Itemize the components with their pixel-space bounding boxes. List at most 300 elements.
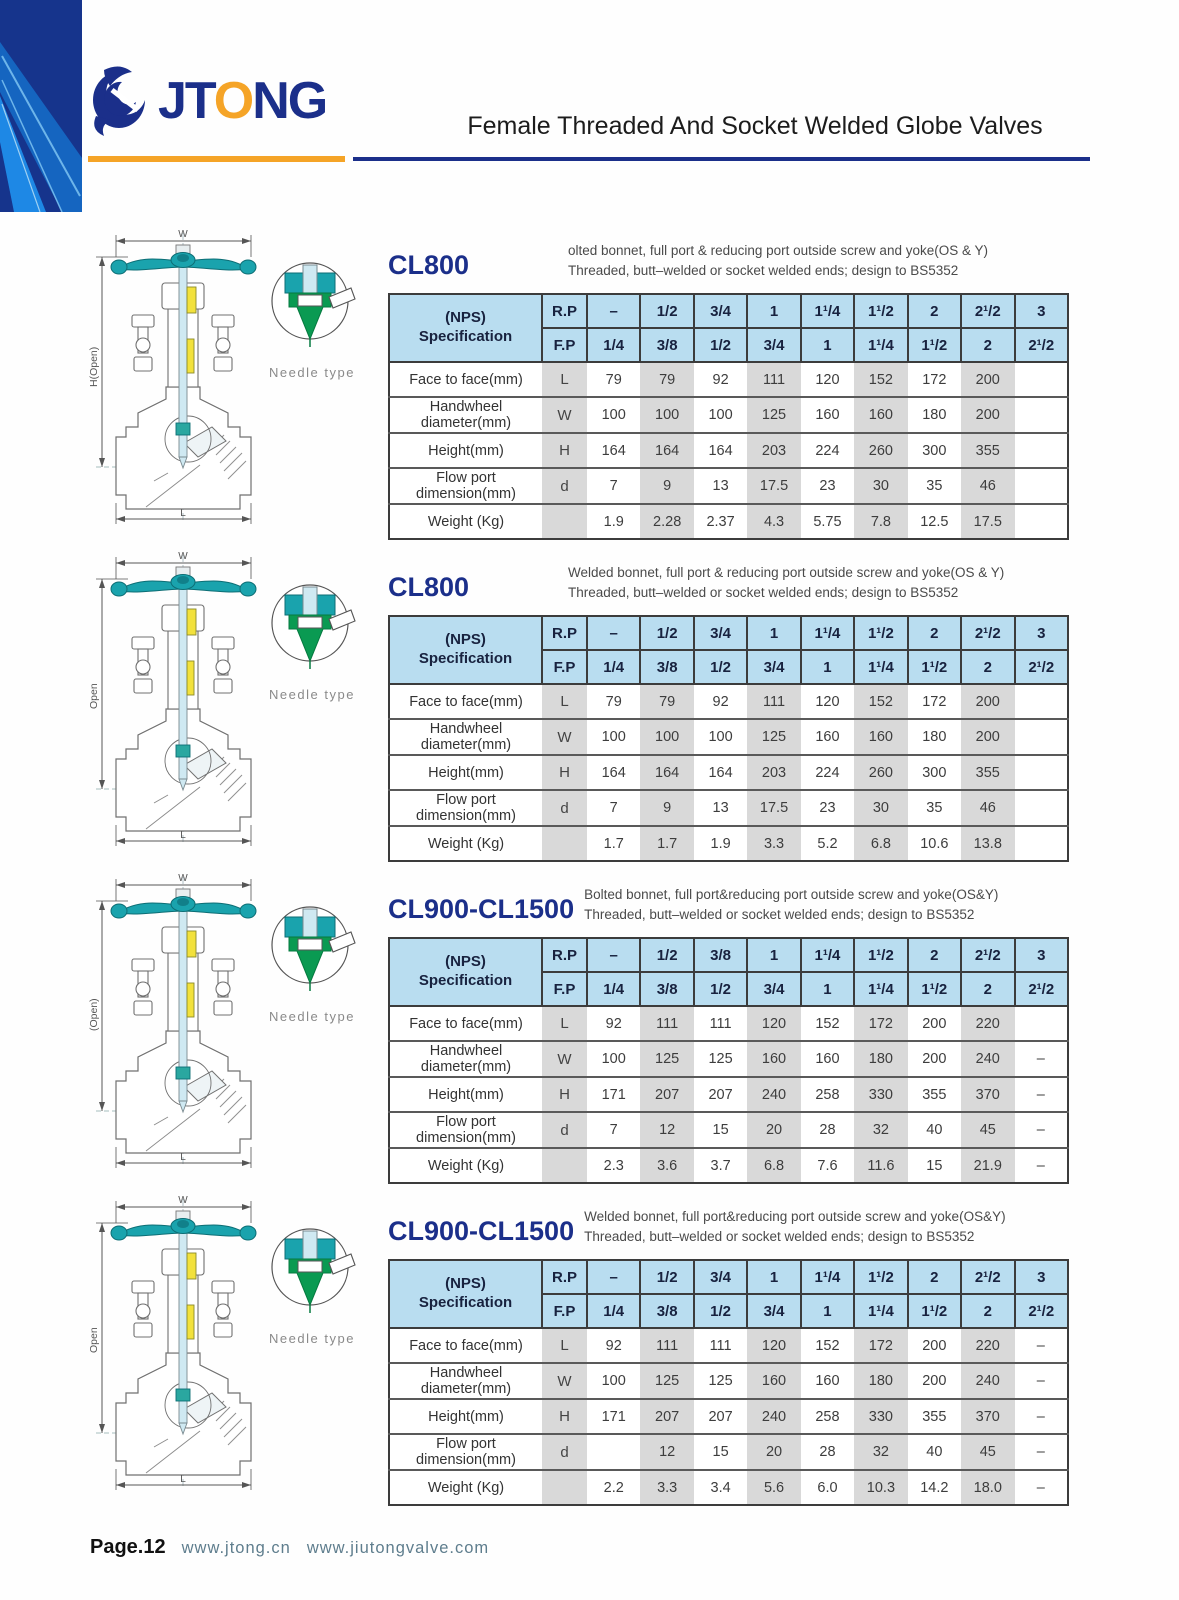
table-row — [389, 1148, 1068, 1183]
fp-size-cell: 2 — [961, 650, 1014, 684]
value-cell: 3.3 — [747, 826, 800, 861]
fp-size-cell: 3/4 — [747, 328, 800, 362]
spec-table — [388, 293, 1069, 540]
value-cell: 160 — [801, 1041, 854, 1077]
fp-size-cell: 1¹/2 — [908, 328, 961, 362]
row-label-cell: Handwheel diameter(mm) — [389, 719, 542, 755]
value-cell — [587, 1434, 640, 1470]
rp-size-cell: 1/2 — [640, 616, 693, 650]
fp-size-cell: 2 — [961, 1294, 1014, 1328]
fp-size-cell: 2¹/2 — [1015, 1294, 1069, 1328]
value-cell: 111 — [640, 1006, 693, 1041]
value-cell: 370 — [961, 1077, 1014, 1112]
fp-size-cell: 3/4 — [747, 650, 800, 684]
fp-size-cell: 2 — [961, 972, 1014, 1006]
value-cell: 17.5 — [747, 790, 800, 826]
needle-caption: Needle type — [269, 1331, 355, 1346]
value-cell: 1.7 — [587, 826, 640, 861]
model-description — [568, 237, 988, 282]
value-cell: 12.5 — [908, 504, 961, 539]
fp-label-cell: F.P — [542, 972, 587, 1006]
row-label-cell: Face to face(mm) — [389, 1328, 542, 1363]
spec-table — [388, 615, 1069, 862]
value-cell: 7.8 — [854, 504, 907, 539]
fp-size-cell: 1/4 — [587, 972, 640, 1006]
symbol-cell: W — [542, 1041, 587, 1077]
value-cell: 164 — [694, 433, 747, 468]
table-row — [389, 1470, 1068, 1505]
symbol-cell: W — [542, 397, 587, 433]
value-cell: 330 — [854, 1077, 907, 1112]
dim-w-label: W — [178, 873, 188, 884]
dim-l-label: L — [180, 1152, 186, 1163]
value-cell: 46 — [961, 790, 1014, 826]
fp-size-cell: 1 — [801, 1294, 854, 1328]
footer-url-1: www.jtong.cn — [181, 1539, 291, 1557]
value-cell: 79 — [587, 362, 640, 397]
model-description — [584, 881, 998, 926]
value-cell: 17.5 — [747, 468, 800, 504]
value-cell — [1015, 790, 1069, 826]
value-cell: 7 — [587, 1112, 640, 1148]
fp-size-cell: 1¹/4 — [854, 1294, 907, 1328]
value-cell: 28 — [801, 1434, 854, 1470]
value-cell: – — [1015, 1112, 1069, 1148]
value-cell — [1015, 826, 1069, 861]
symbol-cell — [542, 826, 587, 861]
value-cell: 79 — [640, 362, 693, 397]
symbol-cell: H — [542, 1399, 587, 1434]
corner-decoration — [0, 0, 82, 212]
value-cell: 125 — [694, 1363, 747, 1399]
value-cell: 300 — [908, 755, 961, 790]
value-cell: 370 — [961, 1399, 1014, 1434]
fp-size-cell: 1/2 — [694, 972, 747, 1006]
fp-size-cell: 1/2 — [694, 328, 747, 362]
value-cell: 355 — [908, 1077, 961, 1112]
rp-size-cell: 1¹/4 — [801, 294, 854, 328]
value-cell: 92 — [587, 1006, 640, 1041]
rp-size-cell: – — [587, 616, 640, 650]
value-cell: 160 — [801, 1363, 854, 1399]
spec-line2: Specification — [418, 972, 513, 989]
value-cell: 28 — [801, 1112, 854, 1148]
spec-line2: Specification — [418, 328, 513, 345]
table-row — [389, 468, 1068, 504]
value-cell: 160 — [854, 719, 907, 755]
value-cell: 100 — [587, 719, 640, 755]
value-cell: 240 — [747, 1077, 800, 1112]
rp-size-cell: 1/2 — [640, 1260, 693, 1294]
dim-h-label: H(Open) — [88, 346, 100, 387]
model-description — [584, 1203, 1005, 1248]
page-title: Female Threaded And Socket Welded Globe Valves — [467, 112, 1043, 140]
brand-o-letter: O — [213, 72, 253, 130]
rp-size-cell: 1 — [747, 1260, 800, 1294]
value-cell: – — [1015, 1399, 1069, 1434]
dim-h-label: (Open) — [88, 998, 100, 1031]
value-cell: 164 — [587, 433, 640, 468]
dim-w-label: W — [178, 551, 188, 562]
table-row — [389, 684, 1068, 719]
value-cell: 21.9 — [961, 1148, 1014, 1183]
row-label-cell: Height(mm) — [389, 433, 542, 468]
spec-table — [388, 1259, 1069, 1506]
value-cell: 200 — [961, 362, 1014, 397]
value-cell: – — [1015, 1041, 1069, 1077]
spec-header-cell — [389, 616, 542, 684]
blue-rule — [353, 157, 1090, 161]
table-row — [389, 433, 1068, 468]
table-row — [389, 362, 1068, 397]
value-cell: 260 — [854, 433, 907, 468]
row-label-cell: Height(mm) — [389, 1399, 542, 1434]
value-cell: 164 — [640, 433, 693, 468]
model-title: CL900-CL1500 — [388, 894, 575, 924]
value-cell: 9 — [640, 468, 693, 504]
spec-header-cell — [389, 938, 542, 1006]
rp-size-cell: 1 — [747, 294, 800, 328]
needle-detail-svg — [265, 1225, 357, 1325]
value-cell: 5.6 — [747, 1470, 800, 1505]
model-title: CL800 — [388, 572, 470, 602]
symbol-cell: L — [542, 1006, 587, 1041]
spec-line2: Specification — [418, 1294, 513, 1311]
value-cell: 35 — [908, 468, 961, 504]
value-cell: 180 — [908, 719, 961, 755]
value-cell: 355 — [961, 755, 1014, 790]
spec-line1: (NPS) — [445, 631, 486, 649]
row-label-cell: Weight (Kg) — [389, 1470, 542, 1505]
row-label-cell: Weight (Kg) — [389, 826, 542, 861]
rp-size-cell: 1/2 — [640, 294, 693, 328]
table-row — [389, 1041, 1068, 1077]
row-label-cell: Handwheel diameter(mm) — [389, 1041, 542, 1077]
value-cell: 92 — [694, 684, 747, 719]
model-title: CL800 — [388, 250, 470, 280]
rp-size-cell: 3 — [1015, 616, 1069, 650]
spec-line2: Specification — [418, 650, 513, 667]
value-cell: 23 — [801, 468, 854, 504]
dim-l-label: L — [180, 830, 186, 841]
value-cell: 152 — [854, 684, 907, 719]
rp-label-cell: R.P — [542, 938, 587, 972]
value-cell: 4.3 — [747, 504, 800, 539]
rp-label-cell: R.P — [542, 1260, 587, 1294]
fp-label-cell: F.P — [542, 328, 587, 362]
spec-header-cell — [389, 294, 542, 362]
brand-name: JTONG — [158, 72, 327, 130]
symbol-cell: W — [542, 1363, 587, 1399]
value-cell: 224 — [801, 433, 854, 468]
rp-size-cell: – — [587, 938, 640, 972]
rp-size-cell: 3 — [1015, 1260, 1069, 1294]
rp-size-cell: 1¹/2 — [854, 938, 907, 972]
value-cell: 207 — [694, 1399, 747, 1434]
value-cell: 35 — [908, 790, 961, 826]
value-cell — [1015, 397, 1069, 433]
rp-size-cell: – — [587, 1260, 640, 1294]
value-cell: 200 — [908, 1363, 961, 1399]
rp-size-cell: 1¹/4 — [801, 938, 854, 972]
rp-size-cell: 3/8 — [694, 938, 747, 972]
value-cell: 100 — [587, 1041, 640, 1077]
value-cell: 6.8 — [854, 826, 907, 861]
value-cell: 100 — [694, 397, 747, 433]
value-cell — [1015, 755, 1069, 790]
value-cell: 13 — [694, 790, 747, 826]
rp-size-cell: 1¹/2 — [854, 294, 907, 328]
fp-size-cell: 1¹/4 — [854, 972, 907, 1006]
value-cell: 100 — [640, 397, 693, 433]
spec-line1: (NPS) — [445, 309, 486, 327]
value-cell: 15 — [694, 1434, 747, 1470]
symbol-cell: H — [542, 433, 587, 468]
symbol-cell: L — [542, 1328, 587, 1363]
value-cell — [1015, 684, 1069, 719]
needle-caption: Needle type — [269, 365, 355, 380]
fp-size-cell: 2 — [961, 328, 1014, 362]
model-description-line2: Threaded, butt–welded or socket welded ends; design to BS5352 — [568, 585, 959, 601]
value-cell — [1015, 433, 1069, 468]
value-cell: 11.6 — [854, 1148, 907, 1183]
value-cell: 164 — [640, 755, 693, 790]
value-cell: 160 — [747, 1041, 800, 1077]
model-description-line2: Threaded, butt–welded or socket welded ends; design to BS5352 — [584, 907, 975, 923]
page-number: Page.12 — [90, 1536, 166, 1558]
value-cell: 100 — [640, 719, 693, 755]
valve-section — [0, 547, 1179, 869]
footer — [90, 1536, 489, 1559]
needle-detail-svg — [265, 903, 357, 1003]
table-row — [389, 1328, 1068, 1363]
value-cell: 220 — [961, 1006, 1014, 1041]
value-cell: 200 — [961, 684, 1014, 719]
value-cell: 3.3 — [640, 1470, 693, 1505]
table-row — [389, 1434, 1068, 1470]
value-cell: 152 — [801, 1328, 854, 1363]
value-cell: 2.37 — [694, 504, 747, 539]
value-cell: 6.0 — [801, 1470, 854, 1505]
fp-size-cell: 1/4 — [587, 328, 640, 362]
value-cell: 111 — [694, 1328, 747, 1363]
value-cell: 207 — [640, 1399, 693, 1434]
value-cell: 120 — [801, 362, 854, 397]
fp-size-cell: 1/2 — [694, 650, 747, 684]
value-cell: 203 — [747, 755, 800, 790]
row-label-cell: Face to face(mm) — [389, 1006, 542, 1041]
value-cell: 46 — [961, 468, 1014, 504]
value-cell: 120 — [801, 684, 854, 719]
rp-size-cell: 1¹/2 — [854, 1260, 907, 1294]
value-cell: – — [1015, 1470, 1069, 1505]
value-cell: 23 — [801, 790, 854, 826]
fp-size-cell: 3/4 — [747, 1294, 800, 1328]
symbol-cell: H — [542, 755, 587, 790]
value-cell: 200 — [961, 397, 1014, 433]
row-label-cell: Flow port dimension(mm) — [389, 1434, 542, 1470]
table-row — [389, 1077, 1068, 1112]
value-cell: 258 — [801, 1399, 854, 1434]
symbol-cell — [542, 1470, 587, 1505]
value-cell: 152 — [854, 362, 907, 397]
symbol-cell: d — [542, 1434, 587, 1470]
row-label-cell: Handwheel diameter(mm) — [389, 1363, 542, 1399]
symbol-cell — [542, 504, 587, 539]
value-cell: 20 — [747, 1434, 800, 1470]
value-cell: 172 — [854, 1328, 907, 1363]
value-cell: 79 — [640, 684, 693, 719]
value-cell — [1015, 468, 1069, 504]
rp-size-cell: 1 — [747, 616, 800, 650]
table-row — [389, 755, 1068, 790]
valve-section — [0, 1191, 1179, 1513]
value-cell: 125 — [640, 1363, 693, 1399]
value-cell: 10.3 — [854, 1470, 907, 1505]
fp-size-cell: 2¹/2 — [1015, 328, 1069, 362]
fp-size-cell: 1/4 — [587, 1294, 640, 1328]
value-cell: 172 — [908, 684, 961, 719]
value-cell: 111 — [747, 362, 800, 397]
fp-size-cell: 3/8 — [640, 972, 693, 1006]
value-cell: 207 — [694, 1077, 747, 1112]
model-description-line1: olted bonnet, full port & reducing port outside screw and yoke(OS & Y) — [568, 243, 988, 258]
value-cell: – — [1015, 1148, 1069, 1183]
value-cell: 2.28 — [640, 504, 693, 539]
value-cell: 18.0 — [961, 1470, 1014, 1505]
value-cell: 45 — [961, 1112, 1014, 1148]
value-cell: 172 — [854, 1006, 907, 1041]
value-cell: 180 — [908, 397, 961, 433]
value-cell: 15 — [694, 1112, 747, 1148]
value-cell: 100 — [694, 719, 747, 755]
sections-container — [0, 225, 1179, 1513]
rp-size-cell: 1¹/4 — [801, 1260, 854, 1294]
model-description-line1: Welded bonnet, full port & reducing port outside screw and yoke(OS & Y) — [568, 565, 1005, 580]
dim-l-label: L — [180, 508, 186, 519]
value-cell: 240 — [961, 1363, 1014, 1399]
value-cell: 100 — [587, 1363, 640, 1399]
rp-size-cell: 1¹/4 — [801, 616, 854, 650]
value-cell: 1.9 — [587, 504, 640, 539]
value-cell: 125 — [640, 1041, 693, 1077]
value-cell: 152 — [801, 1006, 854, 1041]
value-cell: 164 — [694, 755, 747, 790]
rp-label-cell: R.P — [542, 616, 587, 650]
fp-size-cell: 1 — [801, 650, 854, 684]
value-cell: 9 — [640, 790, 693, 826]
fp-size-cell: 1¹/4 — [854, 328, 907, 362]
value-cell: 200 — [908, 1328, 961, 1363]
value-cell — [1015, 719, 1069, 755]
row-label-cell: Height(mm) — [389, 1077, 542, 1112]
value-cell: 7.6 — [801, 1148, 854, 1183]
value-cell: – — [1015, 1328, 1069, 1363]
value-cell: 220 — [961, 1328, 1014, 1363]
fp-size-cell: 3/8 — [640, 650, 693, 684]
value-cell: 125 — [694, 1041, 747, 1077]
value-cell: 13 — [694, 468, 747, 504]
fp-size-cell: 1 — [801, 328, 854, 362]
value-cell: 12 — [640, 1112, 693, 1148]
spec-line1: (NPS) — [445, 1275, 486, 1293]
rp-size-cell: 2 — [908, 616, 961, 650]
value-cell: 3.4 — [694, 1470, 747, 1505]
row-label-cell: Face to face(mm) — [389, 684, 542, 719]
table-row — [389, 826, 1068, 861]
value-cell: 200 — [908, 1041, 961, 1077]
rp-size-cell: 2 — [908, 1260, 961, 1294]
footer-url-2: www.jiutongvalve.com — [306, 1539, 490, 1557]
value-cell: 172 — [908, 362, 961, 397]
value-cell: 111 — [640, 1328, 693, 1363]
needle-detail-svg — [265, 581, 357, 681]
symbol-cell: L — [542, 362, 587, 397]
value-cell: 203 — [747, 433, 800, 468]
value-cell: 180 — [854, 1041, 907, 1077]
value-cell: 12 — [640, 1434, 693, 1470]
fp-label-cell: F.P — [542, 650, 587, 684]
rp-size-cell: 1 — [747, 938, 800, 972]
dim-h-label: Open — [88, 1327, 100, 1353]
needle-detail-svg — [265, 259, 357, 359]
fp-label-cell: F.P — [542, 1294, 587, 1328]
value-cell: 3.7 — [694, 1148, 747, 1183]
table-row — [389, 504, 1068, 539]
table-row — [389, 790, 1068, 826]
fp-size-cell: 1¹/2 — [908, 650, 961, 684]
fp-size-cell: 1/2 — [694, 1294, 747, 1328]
fp-size-cell: 1 — [801, 972, 854, 1006]
value-cell: 355 — [961, 433, 1014, 468]
row-label-cell: Flow port dimension(mm) — [389, 468, 542, 504]
value-cell: 171 — [587, 1399, 640, 1434]
value-cell: 1.7 — [640, 826, 693, 861]
value-cell: – — [1015, 1434, 1069, 1470]
value-cell: – — [1015, 1077, 1069, 1112]
table-row — [389, 1006, 1068, 1041]
valve-section — [0, 225, 1179, 547]
value-cell — [1015, 1006, 1069, 1041]
dim-w-label: W — [178, 229, 188, 240]
model-description-line2: Threaded, butt–welded or socket welded ends; design to BS5352 — [568, 263, 959, 279]
rp-size-cell: 3/4 — [694, 1260, 747, 1294]
rp-size-cell: – — [587, 294, 640, 328]
value-cell: 160 — [801, 719, 854, 755]
value-cell: 32 — [854, 1112, 907, 1148]
table-row — [389, 1112, 1068, 1148]
value-cell: 200 — [961, 719, 1014, 755]
symbol-cell: W — [542, 719, 587, 755]
symbol-cell: d — [542, 790, 587, 826]
value-cell: 111 — [694, 1006, 747, 1041]
value-cell: 111 — [747, 684, 800, 719]
value-cell: 2.3 — [587, 1148, 640, 1183]
table-row — [389, 1399, 1068, 1434]
dim-l-label: L — [180, 1474, 186, 1485]
value-cell: 92 — [587, 1328, 640, 1363]
value-cell: 30 — [854, 790, 907, 826]
value-cell — [1015, 504, 1069, 539]
value-cell: 100 — [587, 397, 640, 433]
value-cell: 45 — [961, 1434, 1014, 1470]
logo — [86, 64, 326, 138]
rp-size-cell: 2 — [908, 938, 961, 972]
value-cell: 14.2 — [908, 1470, 961, 1505]
rp-label-cell: R.P — [542, 294, 587, 328]
value-cell: 120 — [747, 1006, 800, 1041]
needle-detail — [265, 1225, 357, 1325]
